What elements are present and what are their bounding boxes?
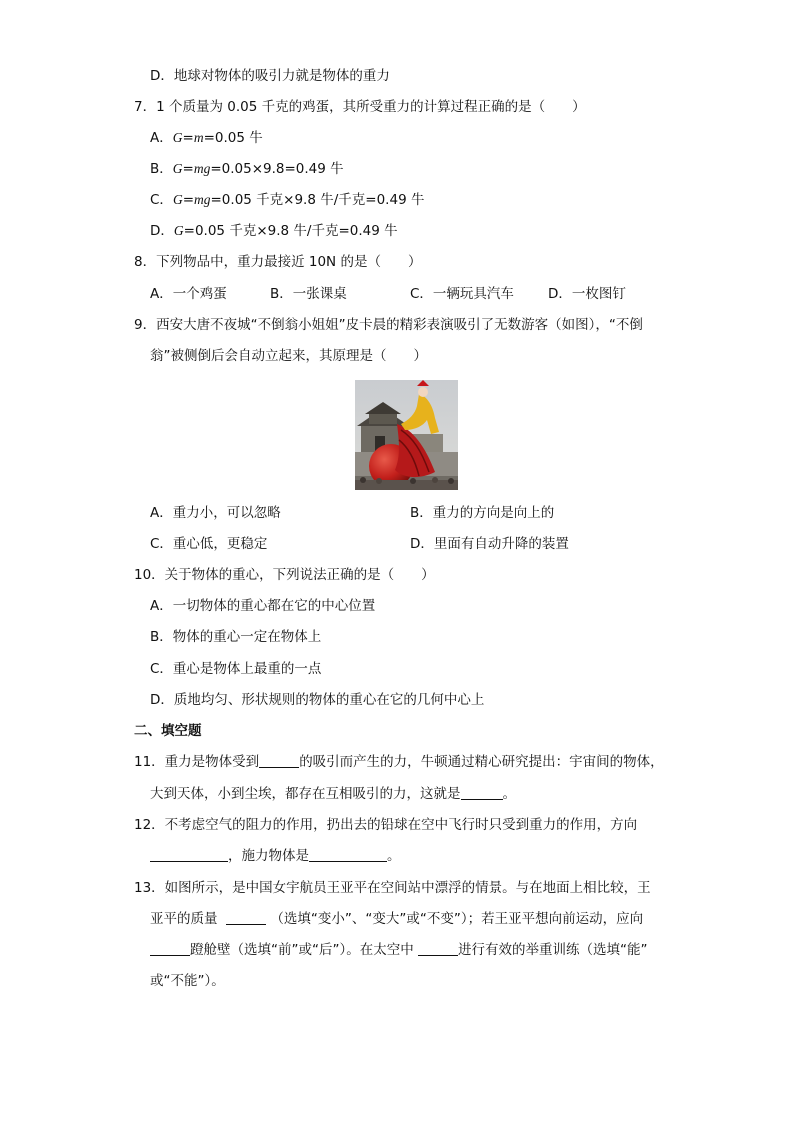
q13-line4: 或“不能”）。 bbox=[150, 973, 225, 989]
q8-option-c: C．一辆玩具汽车 bbox=[410, 286, 514, 302]
option-prefix: B． bbox=[150, 161, 173, 177]
q13-line1: 13．如图所示，是中国女宇航员王亚平在空间站中漂浮的情景。与在地面上相比较，王 bbox=[134, 880, 651, 896]
q9-stem-line2: 翁”被侧倒后会自动立起来，其原理是（ ） bbox=[150, 348, 427, 364]
q8-option-b: B．一张课桌 bbox=[270, 286, 347, 302]
q8-option-a: A．一个鸡蛋 bbox=[150, 286, 227, 302]
option-rest: =0.05 牛 bbox=[203, 130, 263, 146]
q13-blank-3[interactable] bbox=[418, 941, 458, 956]
q7-option-d bbox=[150, 221, 398, 241]
option-rest: =0.05 千克×9.8 牛/千克=0.49 牛 bbox=[210, 192, 425, 208]
q13-blank-1[interactable] bbox=[226, 910, 266, 925]
option-rest: =0.05×9.8=0.49 牛 bbox=[210, 161, 344, 177]
q11-text-4: 。 bbox=[502, 786, 516, 802]
q10-option-a: A．一切物体的重心都在它的中心位置 bbox=[150, 598, 376, 614]
var-m: m bbox=[193, 130, 204, 145]
option-prefix: D． bbox=[150, 223, 174, 239]
section-heading-fill-in: 二、填空题 bbox=[134, 723, 202, 739]
q12-blank-1[interactable] bbox=[150, 847, 228, 862]
q7-option-c bbox=[150, 190, 424, 210]
q12-line1: 12．不考虑空气的阻力的作用，扔出去的铅球在空中飞行时只受到重力的作用，方向 bbox=[134, 817, 638, 833]
option-prefix: A． bbox=[150, 130, 173, 146]
q9-option-d: D．里面有自动升降的装置 bbox=[410, 536, 569, 552]
q11-line2 bbox=[150, 784, 516, 804]
var-g: G bbox=[172, 192, 183, 207]
var-mg: mg bbox=[193, 161, 211, 176]
q11-blank-1[interactable] bbox=[259, 753, 299, 768]
q10-stem: 10．关于物体的重心，下列说法正确的是（ ） bbox=[134, 567, 435, 583]
q9-option-c: C．重心低，更稳定 bbox=[150, 536, 268, 552]
q9-option-b: B．重力的方向是向上的 bbox=[410, 505, 555, 521]
q11-line1 bbox=[134, 752, 664, 772]
var-g: G bbox=[172, 161, 183, 176]
q13-line2 bbox=[150, 909, 643, 929]
var-mg: mg bbox=[194, 192, 211, 207]
q11-blank-2[interactable] bbox=[461, 785, 503, 800]
option-prefix: C． bbox=[150, 192, 173, 208]
q12-blank-2[interactable] bbox=[309, 847, 387, 862]
tumbler-performer-photo bbox=[355, 380, 458, 490]
equals: = bbox=[182, 192, 194, 208]
var-g: G bbox=[172, 130, 183, 145]
var-g: G bbox=[173, 223, 184, 238]
q8-stem: 8．下列物品中，重力最接近 10N 的是（ ） bbox=[134, 254, 422, 270]
q8-option-d: D．一枚图钉 bbox=[548, 286, 626, 302]
q7-option-b bbox=[150, 159, 344, 179]
q13-text-3: 蹬舱壁（选填“前”或“后”）。在太空中 bbox=[190, 942, 414, 958]
q9-option-a: A．重力小，可以忽略 bbox=[150, 505, 281, 521]
q13-line3 bbox=[150, 940, 648, 960]
q13-text-4: 进行有效的举重训练（选填“能” bbox=[458, 942, 648, 958]
equals: = bbox=[182, 161, 194, 177]
q13-blank-2[interactable] bbox=[150, 941, 190, 956]
q13-text-1: 亚平的质量 bbox=[150, 911, 218, 927]
q7-stem: 7．1 个质量为 0.05 千克的鸡蛋，其所受重力的计算过程正确的是（ ） bbox=[134, 99, 586, 115]
q12-line2 bbox=[150, 846, 401, 866]
equals: = bbox=[182, 130, 194, 146]
q11-text-1: 11．重力是物体受到 bbox=[134, 754, 260, 770]
option-rest: =0.05 千克×9.8 牛/千克=0.49 牛 bbox=[183, 223, 398, 239]
q12-text-2: ，施力物体是 bbox=[228, 848, 309, 864]
q9-stem-line1: 9．西安大唐不夜城“不倒翁小姐姐”皮卡晨的精彩表演吸引了无数游客（如图），“不倒 bbox=[134, 317, 643, 333]
q6-option-d: D．地球对物体的吸引力就是物体的重力 bbox=[150, 68, 390, 84]
q10-option-d: D．质地均匀、形状规则的物体的重心在它的几何中心上 bbox=[150, 692, 485, 708]
q10-option-b: B．物体的重心一定在物体上 bbox=[150, 629, 322, 645]
q10-option-c: C．重心是物体上最重的一点 bbox=[150, 661, 322, 677]
q11-text-3: 大到天体，小到尘埃，都存在互相吸引的力，这就是 bbox=[150, 786, 461, 802]
q12-text-3: 。 bbox=[387, 848, 401, 864]
q7-option-a bbox=[150, 128, 263, 148]
q11-text-2: 的吸引而产生的力，牛顿通过精心研究提出：宇宙间的物体， bbox=[299, 754, 664, 770]
q13-text-2: （选填“变小”、“变大”或“不变”）；若王亚平想向前运动，应向 bbox=[270, 911, 644, 927]
